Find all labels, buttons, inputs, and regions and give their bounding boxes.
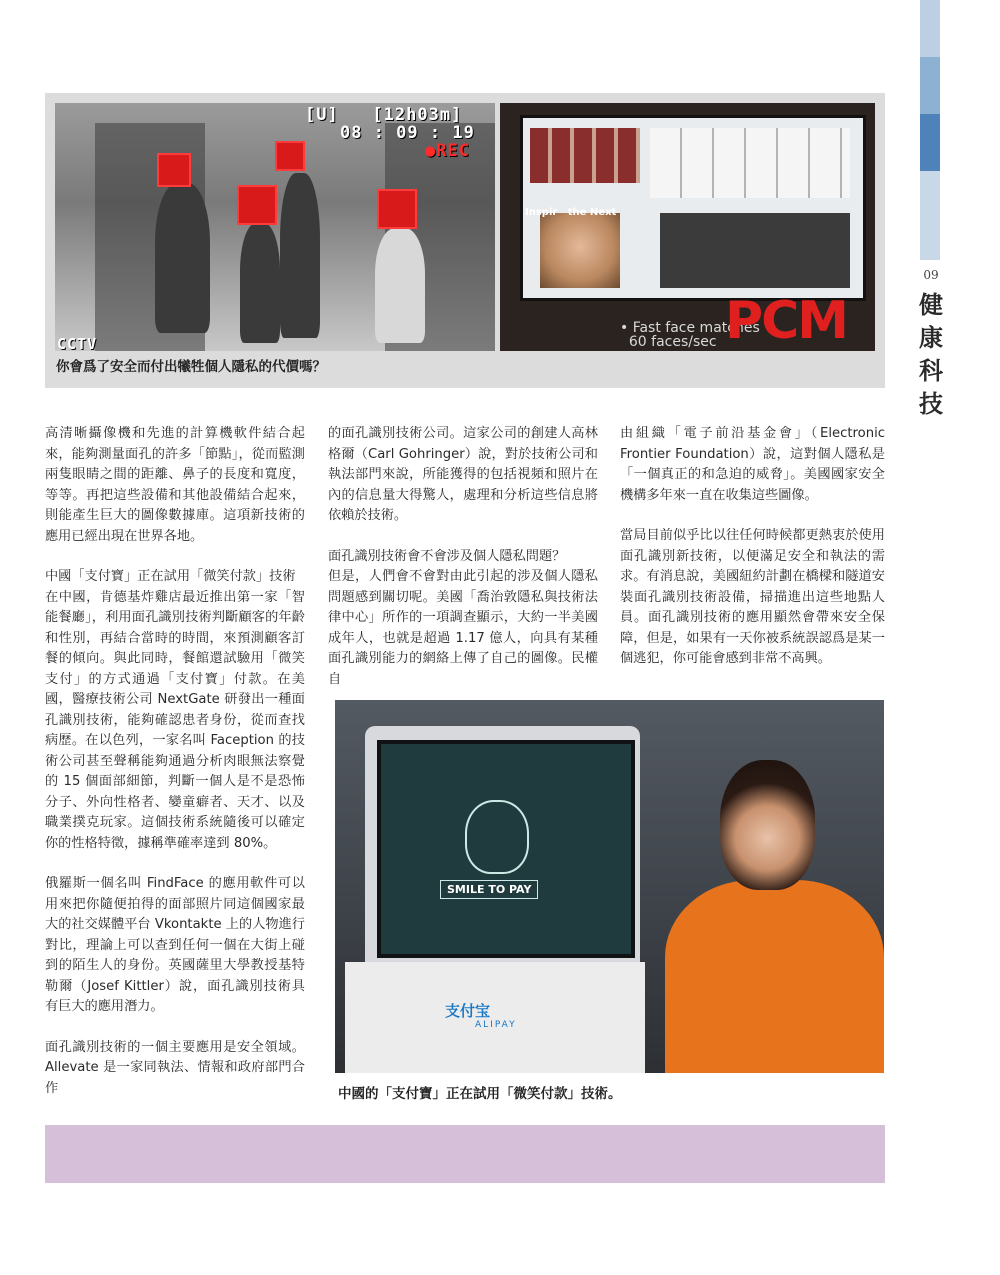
paragraph: 由組織「電子前沿基金會」（Electronic Frontier Foundation）說，這對個人隱私是「一個真正的和急迫的威脅」。美國國家安全機構多年來一直在收集這些圖像。: [620, 426, 885, 503]
tab-segment-3: [920, 114, 940, 171]
face-detection-box: [275, 141, 305, 171]
text-column-1: [45, 424, 305, 1119]
pcm-logo: PCM: [725, 291, 848, 351]
section-title: [917, 288, 945, 420]
section-tab-bar: [920, 0, 940, 260]
booth-sign: Inspir the Next: [525, 207, 617, 218]
paragraph: 在中國，肯德基炸雞店最近推出第一家「智能餐廳」，利用面孔識別技術判斷顧客的年齡和性別，再結合當時的時間，來預測顧客訂餐的傾向。與此同時，餐館還試驗用「微笑支付」的方式通過「支付寶」付款。在美國，醫療技術公司 NextGate 研發出一種面孔識別技術，能夠確認患者身份，從而查找病歷。在以色列，一家名叫 Faception 的技術公司甚至聲稱能夠通過分析肉眼無法察覺的 15 個面部細節，判斷一個人是不是恐怖分子、外向性格者、孌童癖者、天才、以及職業撲克玩家。這個技術系統隨後可以確定你的性格特徵，據稱準確率達到 80%。: [45, 589, 305, 851]
paragraph: 的面孔識別技術公司。這家公司的創建人高林格爾（Carl Gohringer）說，對於技術公司和執法部門來說，所能獲得的包括視頻和照片在內的信息量大得驚人，處理和分析這些信息將依賴於技術。: [328, 426, 598, 523]
alipay-kiosk-photo: [335, 700, 884, 1073]
cctv-photo: [55, 103, 495, 351]
paragraph: 但是，人們會不會對由此引起的涉及個人隱私問題感到關切呢。美國「喬治敦隱私與技術法律中心」所作的一項調查顯示，大約一半美國成年人，也就是超過 1.17 億人，向具有某種面孔識別能力的網絡上傳了自己的圖像。民權自: [328, 569, 598, 687]
subheading: 中國「支付寶」正在試用「微笑付款」技術: [45, 569, 296, 584]
footer-bar: [45, 1125, 885, 1183]
face-detection-box: [157, 153, 191, 187]
face-match-monitor-photo: [500, 103, 875, 351]
tab-segment-4: [920, 171, 940, 260]
cctv-osd-label: CCTV: [57, 335, 98, 351]
person-figure: [155, 183, 210, 333]
top-figure: [45, 93, 885, 388]
staff-figure-body: [665, 880, 884, 1073]
section-title-char: 康: [919, 323, 943, 352]
smile-to-pay-label: SMILE TO PAY: [440, 880, 538, 899]
face-detection-box: [377, 189, 417, 229]
paragraph: 俄羅斯一個名叫 FindFace 的應用軟件可以用來把你隨便拍得的面部照片同這個國家最大的社交媒體平台 Vkontakte 上的人物進行對比，理論上可以查到任何一個在大街上碰到的陌生人的身份。英國薩里大學教授基特勒爾（Josef Kittler）說，面孔識別技術具有巨大的應用潛力。: [45, 876, 305, 1014]
kiosk-base: [345, 962, 645, 1073]
face-detection-box: [237, 185, 277, 225]
staff-figure-head: [720, 760, 815, 890]
paragraph: 當局目前似乎比以往任何時候都更熱衷於使用面孔識別新技術，以便滿足安全和執法的需求。有消息說，美國紐約計劃在橋樑和隧道安裝面孔識別技術設備，掃描進出這些地點人員。面孔識別技術的應用顯然會帶來安全保障，但是，如果有一天你被系統誤認爲是某一個逃犯，你可能會感到非常不高興。: [620, 528, 885, 666]
page-number: 09: [923, 268, 939, 282]
matched-face: [540, 213, 620, 288]
tab-segment-2: [920, 57, 940, 114]
section-title-char: 技: [919, 389, 943, 418]
data-grid: [650, 128, 850, 198]
person-figure: [240, 223, 280, 343]
person-figure: [280, 173, 320, 338]
face-wireframe-icon: [465, 800, 529, 874]
text-column-3: [620, 424, 885, 690]
section-title-char: 健: [919, 290, 943, 319]
thumbnail-strip: [530, 128, 640, 183]
text-column-2: [328, 424, 598, 710]
top-figure-caption: 你會爲了安全而付出犧牲個人隱私的代價嗎？: [56, 359, 326, 375]
alipay-logo-en: ALIPAY: [475, 1020, 517, 1030]
person-figure: [375, 228, 425, 343]
cctv-osd-line2: 08 : 09 : 19: [340, 123, 475, 143]
bottom-figure-caption: 中國的「支付寶」正在試用「微笑付款」技術。: [338, 1086, 622, 1102]
section-title-char: 科: [919, 356, 943, 385]
booth-caption: • Fast face matches 60 faces/sec: [620, 320, 760, 350]
subheading: 面孔識別技術會不會涉及個人隱私問題？: [328, 548, 566, 564]
cctv-osd-line1: [U] [12h03m]: [305, 105, 463, 125]
paragraph: 面孔識別技術的一個主要應用是安全領域。Allevate 是一家同執法、情報和政府部門合作: [45, 1039, 305, 1096]
camera-feed: [660, 213, 850, 288]
tab-segment-1: [920, 0, 940, 57]
alipay-logo-cn: 支付宝: [445, 1002, 491, 1020]
cctv-rec-indicator: ●REC: [425, 141, 470, 161]
paragraph: 高清晰攝像機和先進的計算機軟件結合起來，能夠測量面孔的許多「節點」，從而監測兩隻眼睛之間的距離、鼻子的長度和寬度，等等。再把這些設備和其他設備結合起來，則能產生巨大的圖像數據庫。這項新技術的應用已經出現在世界各地。: [45, 426, 305, 544]
